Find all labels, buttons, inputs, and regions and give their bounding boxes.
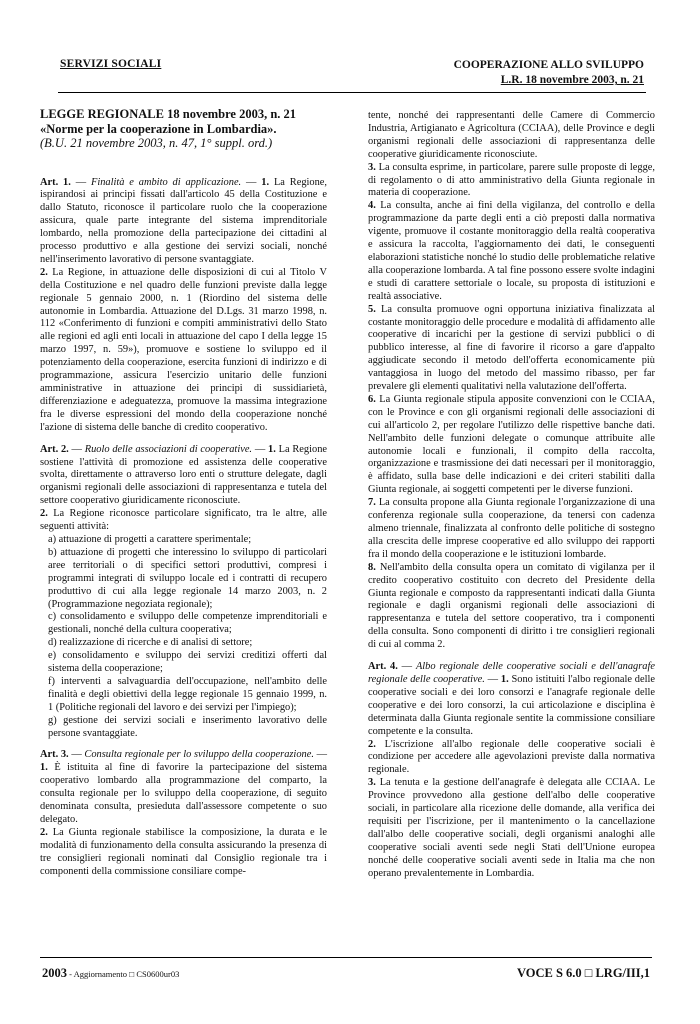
list-item: g) gestione dei servizi sociali e inserimento lavorativo delle persone svantaggiate. (48, 714, 327, 739)
paragraph-number: 3. (368, 161, 376, 173)
article-number: Art. 1. (40, 176, 71, 188)
paragraph (40, 508, 327, 534)
paragraph (368, 394, 655, 497)
law-publication: (B.U. 21 novembre 2003, n. 47, 1° suppl. ord.) (40, 136, 273, 150)
header-right-block (454, 58, 644, 88)
article-number: Art. 2. (40, 443, 69, 455)
right-column (368, 110, 655, 880)
paragraph-number: 7. (368, 497, 376, 509)
paragraph-number: 3. (368, 777, 376, 789)
footer-update-code: - Aggiornamento □ CS0600ur03 (67, 969, 180, 979)
paragraph (368, 110, 655, 162)
paragraph (368, 304, 655, 394)
paragraph-number: 1. (500, 673, 509, 685)
article-paragraph: Art. 2. — Ruolo delle associazioni di cooperative. — 1. La Regione sostiene l'attività di promozione ed assistenza delle cooperative svolta, direttamente o attraverso loro enti o strutture delegate, dagli organismi regionali delle associazioni di rappresentanza e tutela del settore cooperativo giuridicamente riconosciute. (40, 443, 328, 507)
list-item: f) interventi a salvaguardia dell'occupazione, nell'ambito delle finalità e degli obiettivi della legge regionale 15 gennaio 1999, n. 1 (Politiche regionali del lavoro e dei servizi per l'impiego); (48, 675, 327, 713)
article-number: Art. 4. (368, 661, 398, 673)
article-paragraph: Art. 4. — Albo regionale delle cooperative sociali e dell'anagrafe regionale delle cooperative. — 1. Sono istituiti l'albo regionale delle cooperative sociali e dei loro consorzi e l'anagrafe regionale delle cooperative e dei loro consorzi, la cui articolazione e disciplina è determinata dalla Giunta regionale sentite la commissione consiliare competente e la consulta. (368, 661, 655, 737)
paragraph (368, 562, 655, 652)
paragraph-text: La Regione, in attuazione delle disposizioni di cui al Titolo V della Costituzione e nel quadro delle funzioni previste dalla legge regionale 5 gennaio 2000, n. 1 (Riordino del sistema delle autonomie in Lombardia. Attuazione del D.Lgs. 31 marzo 1998, n. 112 «Conferimento di funzioni e compiti amministrativi dello Stato alle regioni ed agli enti locali in attuazione del capo I della legge 15 marzo 1997, n. 59»), promuove e sostiene lo sviluppo ed il potenziamento della cooperazione, esercita funzioni di indirizzo e di programmazione, assicura l'esercizio unitario delle funzioni amministrative in attuazione dei principi di sussidiarietà, differenziazione e adeguatezza, promuove la massima integrazione fra le diverse espressioni del mondo della cooperazione nonché l'azione di sistema delle banche di credito cooperativo. (40, 266, 327, 433)
footer-left (42, 966, 179, 981)
paragraph-text: La consulta propone alla Giunta regionale l'organizzazione di una conferenza regionale sulla cooperazione, da tenersi con cadenza almeno triennale, finalizzata al confronto delle politiche di sostegno alla crescita delle imprese cooperative ed allo sviluppo dei rapporti fra il mondo della cooperazione e le istituzioni lombarde. (368, 497, 655, 560)
list-item: c) consolidamento e sviluppo delle competenze imprenditoriali e gestionali, nonché della cultura cooperativa; (48, 611, 327, 636)
running-footer (40, 957, 652, 988)
paragraph-text: La tenuta e la gestione dell'anagrafe è delegata alle CCIAA. Le Province provvedono alla gestione dell'albo delle cooperative sociali, in particolare alla ricezione delle domande, alla verifica dei requisiti per l'iscrizione, per il mantenimento o la cancellazione dall'albo delle cooperative sociali, degli organismi analoghi alle cooperative sociali aventi sede negli Stati dell'Unione europea nonché delle cooperative sociali aventi sede in Italia ma che non operano prevalentemente in Lombardia. (368, 777, 655, 879)
paragraph (368, 200, 655, 303)
paragraph-text: La Giunta regionale stipula apposite convenzioni con le CCIAA, con le Province e con gli organismi regionali delle associazioni di cui all'articolo 2, per regolare l'utilizzo delle rispettive banche dati. Nell'ambito delle funzioni delegate o comunque attribuite alle autonomie locali e funzionali, il compito della raccolta, organizzazione e trasmissione dei dati necessari per il monitoraggio, è affidato, sulla base delle indicazioni e dei criteri stabiliti dalla Giunta regionale, ai soggetti competenti per le diverse funzioni. (368, 393, 655, 496)
article-title: Ruolo delle associazioni di cooperative. (84, 443, 253, 455)
paragraph-text: La consulta, anche ai fini della vigilanza, del controllo e della programmazione da parte degli enti a ciò preposti dalla normativa vigente, promuove il costante monitoraggio della realtà cooperativa e assicura la raccolta, l'aggiornamento dei dati, le conseguenti elaborazioni statistiche nonché lo studio delle problematiche relative alla cooperazione lombarda. A tal fine possono essere svolte indagini e studi di carattere settoriale o locale, su proposta di istituzioni e realtà associative. (368, 200, 655, 302)
header-topic: COOPERAZIONE ALLO SVILUPPO (453, 59, 644, 71)
paragraph-text: Nell'ambito della consulta opera un comitato di vigilanza per il credito cooperativo costituito con decreto del Presidente della Giunta regionale e composto da rappresentanti indicati dalla Giunta regionale e dagli organismi regionali delle associazioni di rappresentanza e tutela del settore cooperativo, tra i componenti della consulta. Sono componenti di diritto i tre consiglieri regionali di cui al comma 2. (368, 561, 655, 651)
article-paragraph: Art. 1. — Finalità e ambito di applicazione. — 1. La Regione, ispirandosi ai principi fissati dall'articolo 45 della Costituzione e dallo Statuto, riconosce il particolare ruolo che la cooperazione assicura, quale parte integrante del sistema imprenditoriale lombardo, nella promozione della partecipazione dei cittadini al processo produttivo e alla gestione dei servizi sociali, nonché nell'inserimento lavorativo di persone svantaggiate. (40, 176, 327, 265)
law-title: LEGGE REGIONALE 18 novembre 2003, n. 21 (40, 107, 297, 121)
paragraph-number: 8. (368, 561, 376, 573)
article-title: Consulta regionale per lo sviluppo della cooperazione. (84, 749, 314, 761)
paragraph-text: La Giunta regionale stabilisce la composizione, la durata e le modalità di funzionamento della consulta assicurando la presenza di tre consiglieri regionali nominati dal Consiglio regionale tra i componenti della commissione consiliare compe- (40, 826, 327, 877)
paragraph-text: La consulta esprime, in particolare, parere sulle proposte di legge, di regolamento o di atto amministrativo della Giunta regionale in materia di cooperazione. (368, 161, 655, 199)
paragraph-number: 1. (261, 176, 270, 188)
paragraph-number: 2. (40, 266, 48, 278)
paragraph (368, 497, 655, 562)
list-item: d) realizzazione di ricerche e di analisi di settore; (48, 637, 253, 649)
list-item: b) attuazione di progetti che interessino lo sviluppo di particolari aree territoriali o di specifici settori produttivi, compresi i programmi integrati di sviluppo locale ed i contratti di recupero produttivo di cui alla legge regionale 14 marzo 2003, n. 2 (Programmazione negoziata regionale); (48, 546, 327, 610)
running-header (58, 50, 646, 93)
paragraph-text: L'iscrizione all'albo regionale delle cooperative sociali è condizione per accedere alle agevolazioni previste dalla normativa regionale. (368, 738, 655, 776)
left-column (40, 107, 327, 879)
paragraph (368, 777, 655, 880)
paragraph-number: 4. (368, 200, 376, 212)
list-item: e) consolidamento e sviluppo dei servizi creditizi offerti dal sistema della cooperazione; (48, 650, 327, 675)
list-item: a) attuazione di progetti a carattere sperimentale; (48, 533, 252, 545)
paragraph-number: 1. (40, 762, 48, 774)
paragraph-text: La consulta promuove ogni opportuna iniziativa finalizzata al costante monitoraggio delle procedure e modalità di affidamento alle cooperative di incarichi per la gestione di servizi pubblici o di pubblico interesse, al fine di favorire il ricorso a gare d'appalto aggiudicate secondo il metodo dell'offerta economicamente più vantaggiosa in luogo del metodo del massimo ribasso, per far prevalere gli elementi qualitativi nella valutazione dell'offerta. (368, 303, 655, 393)
paragraph (368, 739, 655, 778)
paragraph-text: La Regione, ispirandosi ai principi fissati dall'articolo 45 della Costituzione e dallo Statuto, riconosce il particolare ruolo che la cooperazione assicura, quale parte integrante del sistema imprenditoriale lombardo, nella promozione della partecipazione dei cittadini al processo produttivo e alla gestione dei servizi sociali, nonché nell'inserimento lavorativo di persone svantaggiate. (40, 176, 327, 265)
law-name: «Norme per la cooperazione in Lombardia». (40, 121, 277, 136)
paragraph (40, 267, 327, 435)
footer-voce: VOCE S 6.0 □ LRG/III,1 (516, 966, 650, 980)
article-number: Art. 3. (40, 749, 69, 761)
paragraph-number: 2. (368, 738, 376, 750)
paragraph-number: 2. (40, 508, 48, 520)
article-title: Albo regionale delle cooperative sociali e dell'anagrafe regionale delle cooperative. (368, 661, 655, 685)
paragraph-number: 2. (40, 826, 48, 838)
paragraph-text: È istituita al fine di favorire la partecipazione del sistema cooperativo lombardo alla programmazione del comparto, la consulta regionale per lo sviluppo della cooperazione, di seguito denominata consulta, presieduta dall'assessore competente o suo delegato. (40, 762, 327, 825)
article-title: Finalità e ambito di applicazione. (90, 176, 242, 188)
paragraph-number: 1. (268, 443, 276, 455)
paragraph-text: tente, nonché dei rappresentanti delle Camere di Commercio Industria, Artigianato e Agricoltura (CCIAA), delle Province e degli organismi regionali delle associazioni di rappresentanza delle cooperative giuridicamente riconosciute. (368, 110, 655, 160)
paragraph-text: La Regione sostiene l'attività di promozione ed assistenza delle cooperative svolta, direttamente o attraverso loro enti o strutture delegate, dagli organismi regionali delle associazioni di rappresentanza e tutela del settore cooperativo giuridicamente riconosciute. (40, 443, 328, 507)
article-paragraph: Art. 3. — Consulta regionale per lo sviluppo della cooperazione. — 1. È istituita al fine di favorire la partecipazione del sistema cooperativo lombardo alla programmazione del comparto, la consulta regionale per lo sviluppo della cooperazione, di seguito denominata consulta, presieduta dall'assessore competente o suo delegato. (40, 749, 327, 825)
header-law-reference: L.R. 18 novembre 2003, n. 21 (500, 74, 644, 86)
paragraph-text: La Regione riconosce particolare significato, tra le altre, alle seguenti attività: (40, 508, 327, 533)
paragraph-number: 5. (368, 303, 376, 315)
paragraph-number: 6. (368, 393, 376, 405)
paragraph (368, 162, 655, 201)
header-section-label: SERVIZI SOCIALI (60, 58, 162, 70)
footer-year: 2003 (42, 966, 67, 980)
paragraph-text: Sono istituiti l'albo regionale delle cooperative sociali e dei loro consorzi e l'anagrafe regionale delle cooperative e dei loro consorzi, la cui articolazione e disciplina è determinata dalla Giunta regionale sentite la commissione consiliare competente e la consulta. (368, 673, 655, 737)
paragraph (40, 827, 327, 879)
